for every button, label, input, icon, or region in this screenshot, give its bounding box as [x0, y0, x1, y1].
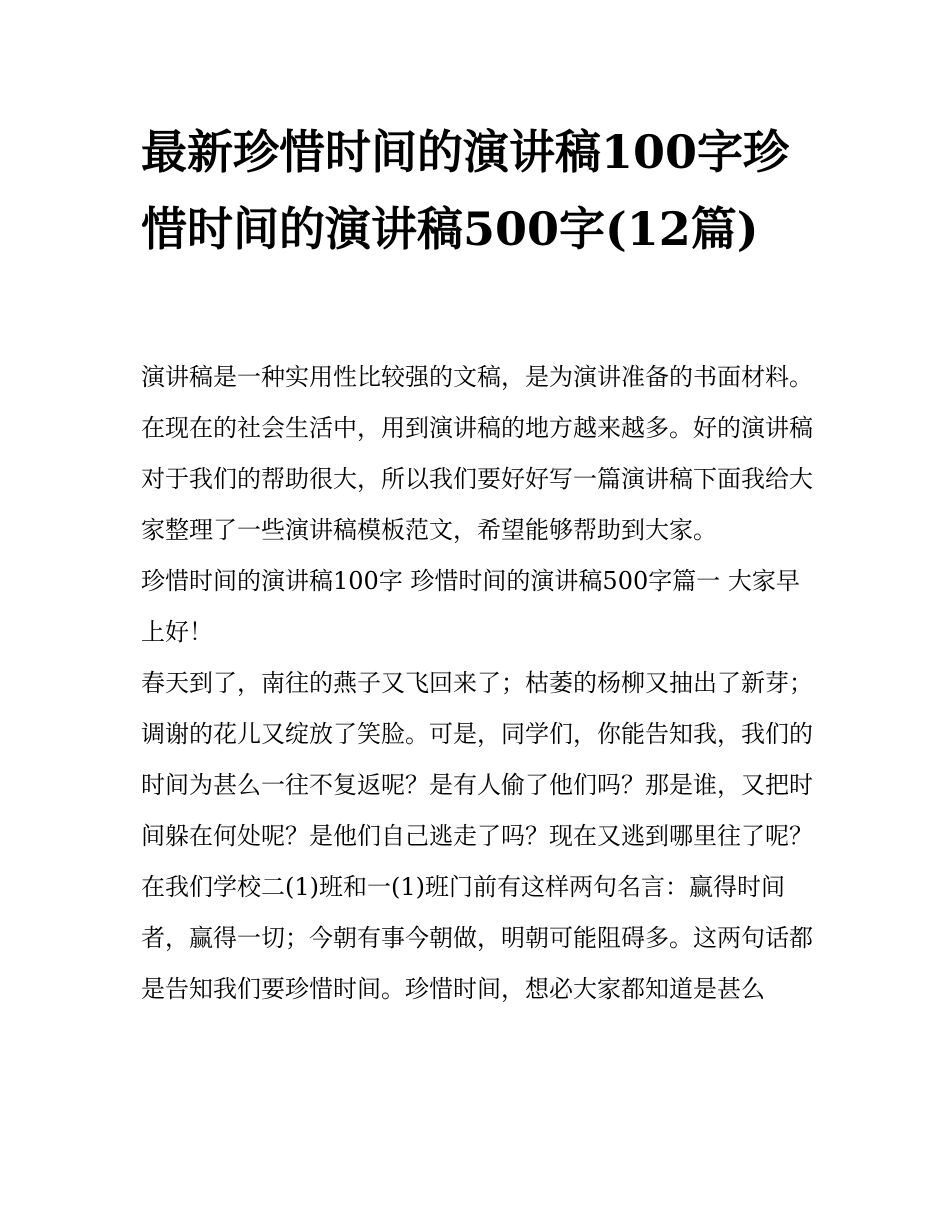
document-body	[141, 352, 816, 1015]
document-title: 最新珍惜时间的演讲稿100字珍惜时间的演讲稿500字(12篇)	[141, 125, 790, 256]
paragraph-heading-one: 珍惜时间的演讲稿100字 珍惜时间的演讲稿500字篇一 大家早上好！	[141, 567, 800, 646]
paragraph-spring: 春天到了，南往的燕子又飞回来了；枯萎的杨柳又抽出了新芽；调谢的花儿又绽放了笑脸。可是，同学们，你能告知我，我们的时间为甚么一往不复返呢？是有人偷了他们吗？那是谁，又把时间躲在何处呢？是他们自己逃走了吗？现在又逃到哪里往了呢？	[141, 669, 813, 850]
paragraph-intro: 演讲稿是一种实用性比较强的文稿，是为演讲准备的书面材料。在现在的社会生活中，用到演讲稿的地方越来越多。好的演讲稿对于我们的帮助很大，所以我们要好好写一篇演讲稿下面我给大家整理了一些演讲稿模板范文，希望能够帮助到大家。	[141, 363, 813, 544]
paragraph-quotes: 在我们学校二(1)班和一(1)班门前有这样两句名言：赢得时间者，赢得一切；今朝有事今朝做，明朝可能阻碍多。这两句话都是告知我们要珍惜时间。珍惜时间，想必大家都知道是甚么	[141, 873, 813, 1003]
